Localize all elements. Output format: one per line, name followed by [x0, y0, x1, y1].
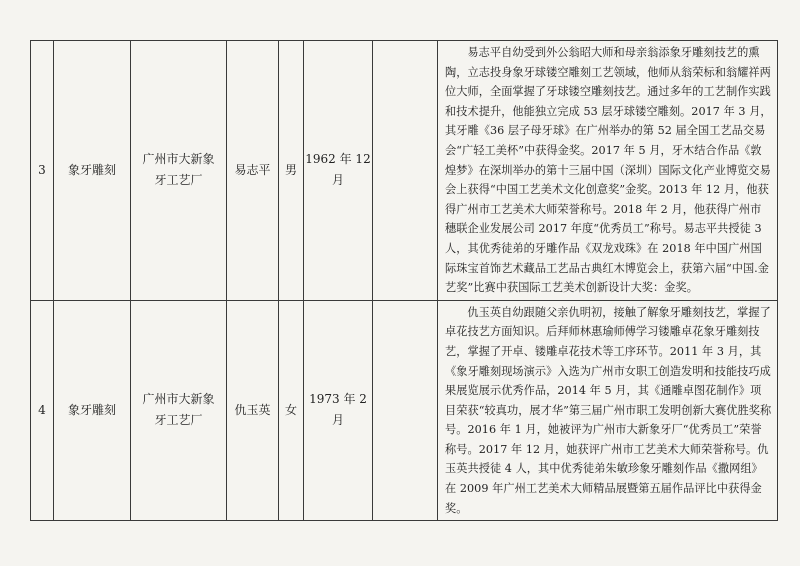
table-row: [31, 41, 778, 301]
person-name: 易志平: [227, 41, 279, 301]
person-sex: 女: [279, 300, 304, 521]
biography-text: 仇玉英自幼跟随父亲仇明初，接触了解象牙雕刻技艺，掌握了卓花技艺方面知识。后拜师林惠瑜师傅学习镂雕卓花象牙雕刻技艺，掌握了开卓、镂雕卓花技术等工序环节。2011 年 3 月，其《象牙雕刻现场演示》入选为广州市女职工创造发明和技能技巧成果展览展示优秀作品，2014 年 5 月，其《通雕卓图花制作》项目荣获“较真功，展才华”第三届广州市职工发明创新大赛优胜奖称号。2016 年 1 月，她被评为广州市大新象牙厂“优秀员工”荣誉称号。2017 年 12 月，她获评广州市工艺美术大师荣誉称号。仇玉英共授徒 4 人，其中优秀徒弟朱敏珍象牙雕刻作品《撒网组》在 2009 年广州工艺美术大师精品展暨第五届作品评比中获得金奖。: [438, 300, 778, 521]
biography-text: 易志平自幼受到外公翁昭大师和母亲翁添象牙雕刻技艺的熏陶，立志投身象牙球镂空雕刻工艺领域，他师从翁荣标和翁耀祥两位大师，全面掌握了牙球镂空雕刻技艺。通过多年的工艺制作实践和技术提升，他能独立完成 53 层牙球镂空雕刻。2017 年 3 月，其牙雕《36 层子母牙球》在广州举办的第 52 届全国工艺品交易会“广轻工美杯”中获得金奖。2017 年 5 月，牙木结合作品《敦煌梦》在深圳举办的第十三届中国（深圳）国际文化产业博览交易会上获得“中国工艺美术文化创意奖”金奖。2013 年 12 月，他获得广州市工艺美术大师荣誉称号。2018 年 2 月，他获得广州市穗联企业发展公司 2017 年度“优秀员工”称号。易志平共授徒 3 人，其优秀徒弟的牙雕作品《双龙戏珠》在 2018 年中国广州国际珠宝首饰艺术藏品工艺品古典红木博览会上，获第六届“中国.金艺奖”比赛中获国际工艺美术创新设计大奖：金奖。: [438, 41, 778, 301]
craft-category: 象牙雕刻: [54, 41, 131, 301]
craft-category: 象牙雕刻: [54, 300, 131, 521]
person-name: 仇玉英: [227, 300, 279, 521]
work-unit: [131, 300, 227, 521]
birth-date: 1973 年 2 月: [304, 300, 373, 521]
table-row: [31, 300, 778, 521]
inheritor-table: [30, 40, 778, 521]
empty-cell: [373, 300, 438, 521]
row-number: 4: [31, 300, 54, 521]
empty-cell: [373, 41, 438, 301]
row-number: 3: [31, 41, 54, 301]
person-sex: 男: [279, 41, 304, 301]
birth-date: 1962 年 12 月: [304, 41, 373, 301]
work-unit-text: 广州市大新象牙工艺厂: [142, 392, 215, 428]
work-unit: [131, 41, 227, 301]
work-unit-text: 广州市大新象牙工艺厂: [142, 152, 215, 188]
